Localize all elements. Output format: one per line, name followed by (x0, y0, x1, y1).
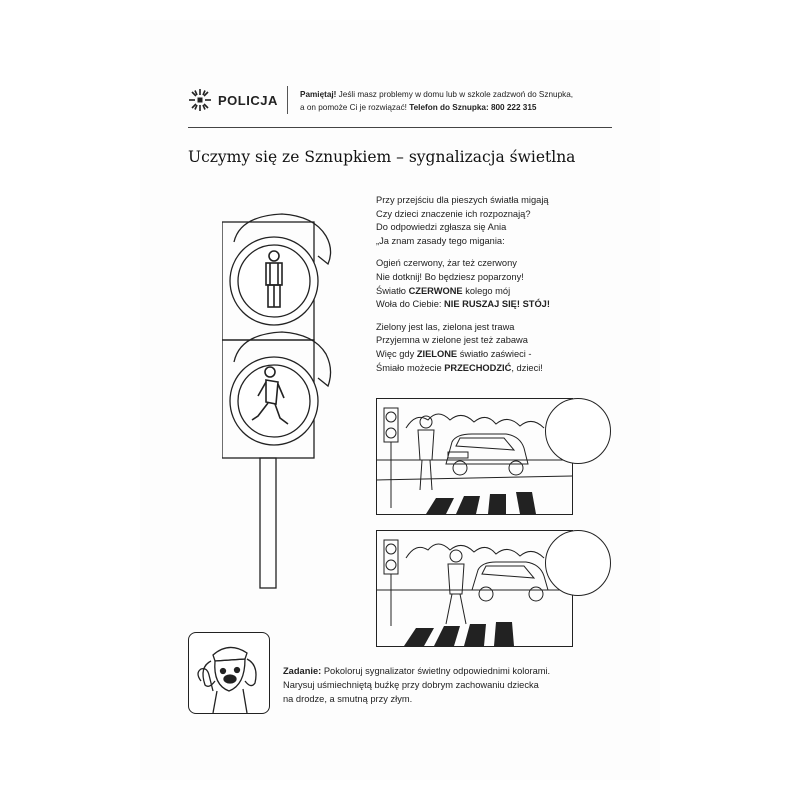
face-drawing-circle-2[interactable] (545, 530, 611, 596)
stanza-3 (376, 321, 616, 375)
task-text-3: na drodze, a smutną przy złym. (283, 694, 413, 704)
poem-text: Światło (376, 285, 409, 296)
police-logo (188, 88, 278, 112)
poem-text: Śmiało możecie (376, 362, 445, 373)
face-drawing-circle-1[interactable] (545, 398, 611, 464)
phone-number: Telefon do Sznupka: 800 222 315 (409, 103, 537, 112)
task-label: Zadanie: (283, 666, 322, 676)
mascot-frame (188, 632, 270, 714)
poem-line: Nie dotknij! Bo będziesz poparzony! (376, 271, 524, 282)
note-text-2: a on pomoże Ci je rozwiązać! (300, 103, 410, 112)
poem-line (376, 348, 616, 362)
poem-line: Ogień czerwony, żar też czerwony (376, 258, 517, 269)
header-divider (188, 127, 612, 128)
poem-line: Przy przejściu dla pieszych światła migają (376, 195, 549, 205)
poem-line: Przyjemna w zielone jest też zabawa (376, 335, 528, 346)
poem-line: Czy dzieci znaczenie ich rozpoznają? (376, 208, 531, 219)
scene-illustration-green (376, 530, 576, 648)
traffic-light-drawing (222, 212, 342, 602)
poem-text: Woła do Ciebie: (376, 299, 445, 310)
poem-line: Do odpowiedzi zgłasza się Ania (376, 222, 507, 233)
header-note (300, 88, 620, 114)
poem (376, 194, 616, 384)
stanza-2 (376, 257, 616, 311)
page-title: Uczymy się ze Sznupkiem – sygnalizacja świetlna (188, 148, 576, 166)
poem-emphasis: ZIELONE (416, 348, 458, 359)
task-text-1: Pokoloruj sygnalizator świetlny odpowiednimi kolorami. (321, 666, 551, 676)
header-separator (287, 86, 288, 114)
poem-text: , dzieci! (511, 362, 543, 373)
note-emphasis: Pamiętaj! (300, 90, 337, 99)
poem-line (376, 298, 616, 312)
note-text-1: Jeśli masz problemy w domu lub w szkole zadzwoń do Sznupka, (336, 90, 574, 99)
poem-text: światło zaświeci - (457, 348, 532, 359)
poem-emphasis: CZERWONE (408, 285, 463, 296)
poem-line (376, 285, 616, 299)
police-star-icon (188, 88, 212, 112)
poem-text: Więc gdy (376, 348, 417, 359)
task-text-2: Narysuj uśmiechniętą buźkę przy dobrym zachowaniu dziecka (283, 680, 539, 690)
scene-illustration-red (376, 398, 576, 516)
poem-line (376, 362, 616, 376)
logo-text: POLICJA (218, 92, 278, 108)
stanza-1 (376, 194, 616, 248)
poem-line: Zielony jest las, zielona jest trawa (376, 321, 515, 332)
poem-emphasis: PRZECHODZIĆ (444, 362, 512, 373)
task-instructions (283, 664, 623, 706)
dog-mascot-icon (189, 633, 269, 713)
poem-emphasis: NIE RUSZAJ SIĘ! STÓJ! (444, 299, 550, 310)
poem-line: „Ja znam zasady tego migania: (376, 235, 505, 246)
poem-text: kolego mój (462, 285, 511, 296)
